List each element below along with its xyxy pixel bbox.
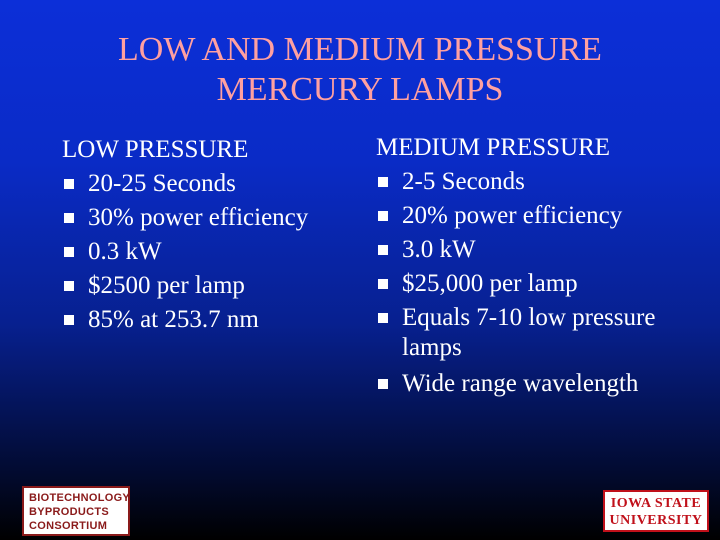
iowa-state-university-logo [603,490,709,532]
medium-pressure-column [376,131,696,403]
logo-line: BIOTECHNOLOGY [29,492,131,504]
medium-pressure-item-text: Wide range wavelength [402,370,639,397]
medium-pressure-heading: MEDIUM PRESSURE [376,134,611,161]
square-bullet-icon [378,313,388,323]
medium-pressure-item [376,301,696,367]
medium-pressure-item-text: 3.0 kW [402,236,476,263]
medium-pressure-item [376,199,696,233]
low-pressure-item-text: 20-25 Seconds [88,170,236,197]
medium-pressure-item-text: 2-5 Seconds [402,168,525,195]
low-pressure-item [62,201,362,235]
slide-title-line-2: MERCURY LAMPS [216,71,504,108]
biotechnology-byproducts-consortium-logo [22,486,130,536]
medium-pressure-item [376,367,696,403]
slide-title [0,30,720,110]
square-bullet-icon [378,279,388,289]
square-bullet-icon [64,213,74,223]
square-bullet-icon [378,379,388,389]
logo-line: UNIVERSITY [609,513,703,528]
medium-pressure-item-text: Equals 7-10 low pressure lamps [402,304,656,361]
low-pressure-item-text: 85% at 253.7 nm [88,306,259,333]
square-bullet-icon [64,179,74,189]
medium-pressure-item [376,165,696,199]
low-pressure-item-text: 0.3 kW [88,238,162,265]
medium-pressure-item-text: 20% power efficiency [402,202,623,229]
square-bullet-icon [378,245,388,255]
square-bullet-icon [378,211,388,221]
low-pressure-item [62,303,362,337]
logo-line: CONSORTIUM [29,520,108,532]
square-bullet-icon [64,247,74,257]
logo-line: IOWA STATE [610,496,702,511]
low-pressure-column [62,133,362,337]
logo-line: BYPRODUCTS [29,506,110,518]
low-pressure-item-text: 30% power efficiency [88,204,309,231]
square-bullet-icon [64,281,74,291]
square-bullet-icon [378,177,388,187]
medium-pressure-item-text: $25,000 per lamp [402,270,578,297]
slide-title-line-1: LOW AND MEDIUM PRESSURE [118,31,602,68]
medium-pressure-item [376,233,696,267]
low-pressure-item [62,235,362,269]
low-pressure-item [62,167,362,201]
low-pressure-item-text: $2500 per lamp [88,272,245,299]
medium-pressure-item [376,267,696,301]
low-pressure-item [62,269,362,303]
square-bullet-icon [64,315,74,325]
low-pressure-heading: LOW PRESSURE [62,136,249,163]
